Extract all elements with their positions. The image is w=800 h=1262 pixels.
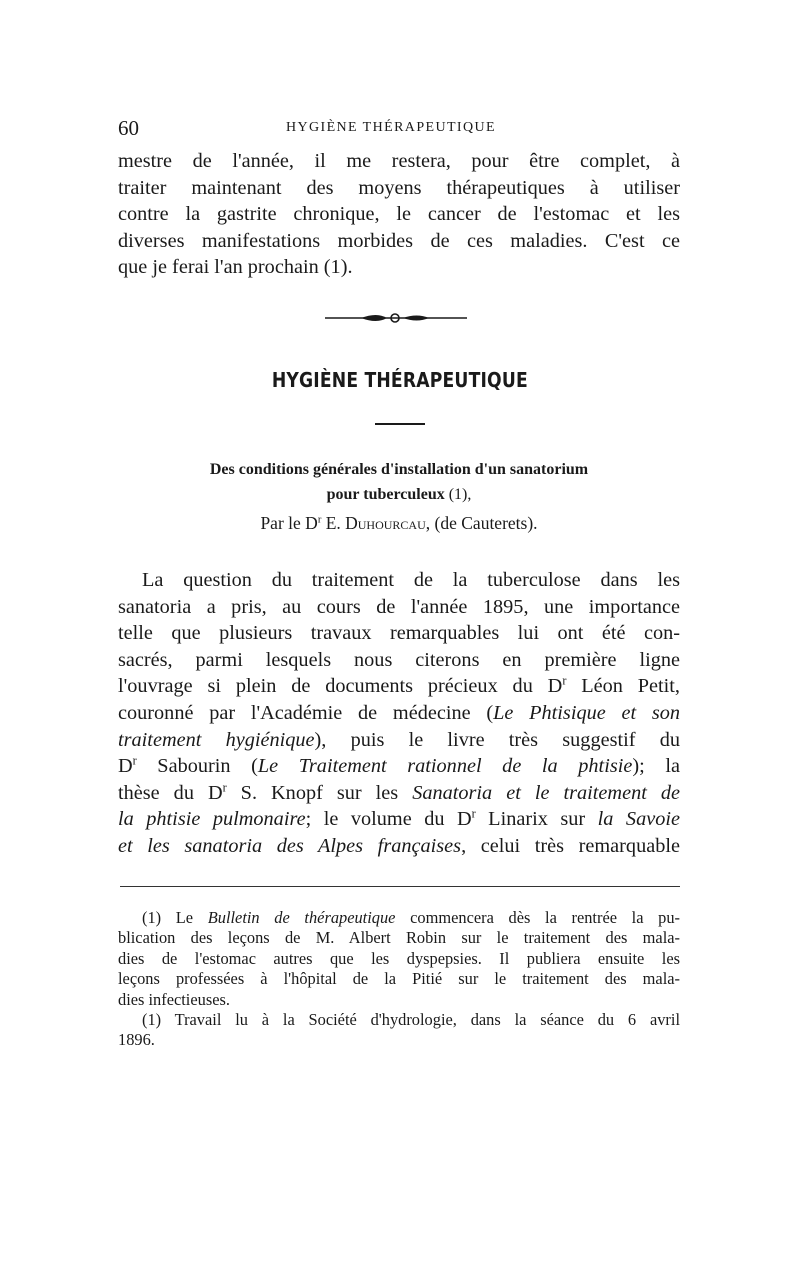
ornament-divider (325, 311, 467, 325)
footnote-line: 1896. (118, 1030, 155, 1050)
text-line: la phtisie pulmonaire; le volume du $D^r$ Linarix sur la Savoie (118, 807, 680, 831)
main-paragraph (118, 567, 680, 860)
text-line: sanatoria a pris, au cours de l'année 1895, une importance (118, 595, 680, 618)
footnote-line: (1) Travail lu à la Société d'hydrologie, dans la séance du 6 avril (142, 1009, 680, 1029)
text-line: que je ferai l'an prochain (1). (118, 256, 353, 279)
article-title-line: pour tuberculeux (326, 486, 445, 503)
text-line: l'ouvrage si plein de documents précieux du $D^r$ Léon Petit, (118, 674, 680, 698)
text-line: sacrés, parmi lesquels nous citerons en première ligne (118, 648, 680, 671)
intro-paragraph (118, 148, 680, 281)
text-line: $D^r$ Sabourin (Le Traitement rationnel de la phtisie); la (118, 753, 680, 778)
footnote-line: (1) Le Bulletin de thérapeutique commencera dès la rentrée la pu- (142, 908, 680, 927)
byline-prefix: Par le D (260, 513, 318, 533)
byline-sup: r (317, 514, 322, 526)
article-title (118, 457, 680, 507)
footnote-line: dies infectieuses. (118, 989, 230, 1009)
text-line: La question du traitement de la tuberculose dans les (142, 569, 680, 591)
article-title-line: Des conditions générales d'installation d'un sanatorium (209, 461, 589, 478)
byline (118, 513, 680, 534)
page-number: 60 (118, 116, 139, 140)
text-line: traiter maintenant des moyens thérapeutiques à utiliser (118, 176, 680, 199)
running-header (118, 116, 680, 142)
footnotes (118, 908, 680, 1051)
title-rule (375, 423, 425, 425)
text-line: contre la gastrite chronique, le cancer de l'estomac et les (118, 203, 680, 226)
footnote-rule (120, 886, 680, 887)
text-line: couronné par l'Académie de médecine (Le Phtisique et son (118, 701, 681, 724)
text-line: thèse du $D^r$ S. Knopf sur les Sanatoria et le traitement de (118, 780, 680, 804)
byline-suffix: (de Cauterets). (434, 513, 538, 533)
text-line: mestre de l'année, il me restera, pour être complet, à (118, 150, 680, 172)
text-line: et les sanatoria des Alpes françaises, celui très remarquable (118, 834, 680, 857)
footnote-line: leçons professées à l'hôpital de la Pitié sur le traitement des mala- (118, 969, 680, 989)
text-line: traitement hygiénique), puis le livre très suggestif du (118, 728, 680, 751)
byline-author: E. Duhourcau, (325, 513, 431, 533)
text-line: telle que plusieurs travaux remarquables lui ont été con- (118, 622, 680, 645)
section-title: HYGIÈNE THÉRAPEUTIQUE (271, 368, 528, 392)
footnote-ref: (1), (448, 486, 472, 503)
footnote-line: dies de l'estomac autres que les dyspepsies. Il publiera ensuite les (118, 948, 680, 968)
footnote-line: blication des leçons de M. Albert Robin sur le traitement des mala- (118, 928, 680, 948)
text-line: diverses manifestations morbides de ces maladies. C'est ce (118, 229, 680, 252)
running-title: HYGIÈNE THÉRAPEUTIQUE (286, 120, 496, 135)
